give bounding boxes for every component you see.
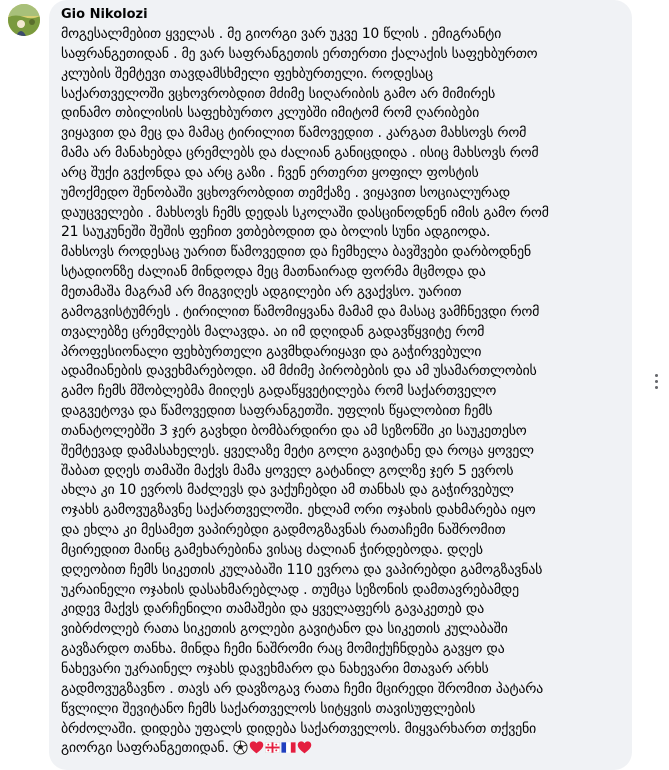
- more-dot-icon: [655, 374, 658, 377]
- france-flag-icon: [281, 740, 296, 755]
- comment-text-line: გადმოვუგზავნო . თავს არ დავზოგავ რათა ჩემი მცირედი შრომით პატარა: [61, 680, 543, 697]
- comment-text: [61, 25, 620, 759]
- comment-text-line: და ეხლა კი მესამეთ ვაპირებდი გადმოგზავნას რათაჩემი ნაშრომით: [61, 522, 506, 539]
- comment-text-line: სტადიონზე ძალიან მინდოდა მეც მათნაირად ფორმა მცმოდა და: [61, 264, 486, 281]
- comment-text-line: კიდევ მაქვს დარჩენილი თამაშები და ყველაფერს გავაკეთებ და: [61, 601, 484, 618]
- comment-text-line: მოგესალმებით ყველას . მე გიორგი ვარ უკვე 10 წლის . ემიგრანტი: [61, 26, 502, 42]
- comment-last-line: გიორგი საფრანგეთიდან.: [61, 740, 229, 757]
- comment-text-line: ახლა კი 10 ევროს მაძლევს და ვაქუჩებდი ამ თანხას და გაჭირვებულ: [61, 482, 514, 499]
- comment-text-line: უმოქმედო შენობაში ვცხოვრობდით თემქაზე . ვიყავით სოციალურად: [61, 184, 510, 201]
- comment-text-line: ადამიანების დავეხმარებოდი. ამ მძიმე პირობების და ამ უსამართლობის: [61, 363, 537, 380]
- comment-text-line: დინამო თბილისის საფეხბურთო კლუბში იმიტომ რომ ღარიბები: [61, 105, 480, 122]
- comment-text-line: გამოგვისტუმრეს . ტირილით წამომიყვანა მამამ და მასაც ვამჩნევდი რომ: [61, 303, 540, 320]
- comment-text-line: უკრაინელი ოჯახის დასახმარებლად . თუმცა სეზონის დამთავრებამდე: [61, 581, 519, 598]
- comment-text-line: წვლილი შევიტანო ჩემს საქართველოს სიტყვის თავისუფლების: [61, 700, 476, 717]
- comment-text-line: ოჯახს გამოვუგზავნე საქართველოში. ეხლამ ორი ოჯახის დახმარება იყო: [61, 502, 536, 519]
- author-avatar[interactable]: [8, 4, 40, 36]
- comment-text-line: დღეობით ჩემს სიკეთის კულაბაში 110 ევროა და ვაპირებდი გამოგზავნას: [61, 561, 543, 578]
- comment-text-line: თვალებზე ცრემლებს მალავდა. აი იმ დღიდან გადავწყვიტე რომ: [61, 323, 485, 340]
- comment-text-line: კლუბის შემტევი თავდამსხმელი ფეხბურთელი. როდესაც: [61, 65, 433, 82]
- comment-text-line: ვიყავით და მეც და მამაც ტირილით წამოვედით . კარგათ მახსოვს რომ: [61, 125, 527, 142]
- comment-text-line: ბრძოლაში. დიდება უფალს დიდება საქართველოს. მიყვარხართ თქვენი: [61, 720, 537, 737]
- comment-text-line: შაბათ დღეს თამაში მაქვს მამა ყოველ გატანილ გოლზე ჯერ 5 ევროს: [61, 462, 514, 479]
- red-heart-icon: [249, 740, 264, 755]
- more-dot-icon: [655, 380, 658, 383]
- comment-text-line: პროფესიონალი ფეხბურთელი გავმხდარიყავი და გაჭირვებული: [61, 343, 482, 360]
- comment-text-line: საქართველოში ვცხოვრობდით მძიმე სიღარიბის გამო არ მიმირეს: [61, 85, 496, 102]
- comment-text-line: საფრანგეთიდან . მე ვარ საფრანგეთის ერთერთი ქალაქის საფეხბურთო: [61, 45, 538, 62]
- comment-text-line: გავზარდო თანხა. მინდა ჩემი ნაშრომი რაც მომიქუჩნდება გავყო და: [61, 641, 505, 658]
- soccer-ball-icon: [233, 740, 248, 755]
- comment-text-line: მახსოვს როდესაც უარით წამოვედით და ჩემხელა ბავშვები დარბოდნენ: [61, 244, 531, 261]
- more-dot-icon: [655, 386, 658, 389]
- comment-text-line: შემტევად დამასახელეს. ყველაზე მეტი გოლი გავიტანე და როცა ყოველ: [61, 442, 534, 459]
- more-options-button[interactable]: [648, 370, 664, 392]
- red-heart-icon: [297, 740, 312, 755]
- comment-text-line: არც შუქი გვქონდა და არც გაზი . ჩვენ ერთერთ ყოფილ ფოსტის: [61, 164, 479, 181]
- comment-text-line: თანატოლებში 3 ჯერ გავხდი ბომბარდირი და ამ სეზონში კი საუკეთესო: [61, 422, 527, 439]
- comment-text-line: 21 საუკუნეში შეშის ფეჩით ვთბებოდით და ბოლის სუნი ადგიოდა.: [61, 224, 491, 241]
- avatar-photo: [8, 4, 40, 36]
- comment-text-line: გამო ჩემს მშობლებმა მიიღეს გადაწყვეტილება რომ საქართველო: [61, 383, 497, 400]
- comment-author[interactable]: Gio Nikolozi: [61, 7, 148, 22]
- georgia-flag-icon: [265, 740, 280, 755]
- comment-text-line: ვიბრძოლებ რათა სიკეთის გოლები გავიტანო და სიკეთის კულაბაში: [61, 621, 508, 638]
- comment-text-line: მეთამაშა მაგრამ არ მიგვიღეს ადგილები არ გვაქვსო. უარით: [61, 283, 462, 300]
- comment-text-line: მამა არ მანახებდა ცრემლებს და ძალიან განიცდიდა . ისიც მახსოვს რომ: [61, 145, 539, 162]
- comment-text-line: მცირედით მაინც გამეხარებინა ვისაც ძალიან ჭირდებოდა. დღეს: [61, 541, 483, 558]
- comment-bubble: [49, 0, 632, 770]
- comment-text-line: დაგვეტოვა და წამოვედით საფრანგეთში. უფლის წყალობით ჩემს: [61, 403, 493, 420]
- comment-text-line: ნახევარი უკრაინელ ოჯახს დავეხმარო და ნახევარი მთავარ არხს: [61, 661, 489, 677]
- emoji-strip: [233, 740, 313, 756]
- comment-text-line: დაუცველები . მახსოვს ჩემს დედას სკოლაში დასცინოდნენ იმის გამო რომ: [61, 204, 549, 221]
